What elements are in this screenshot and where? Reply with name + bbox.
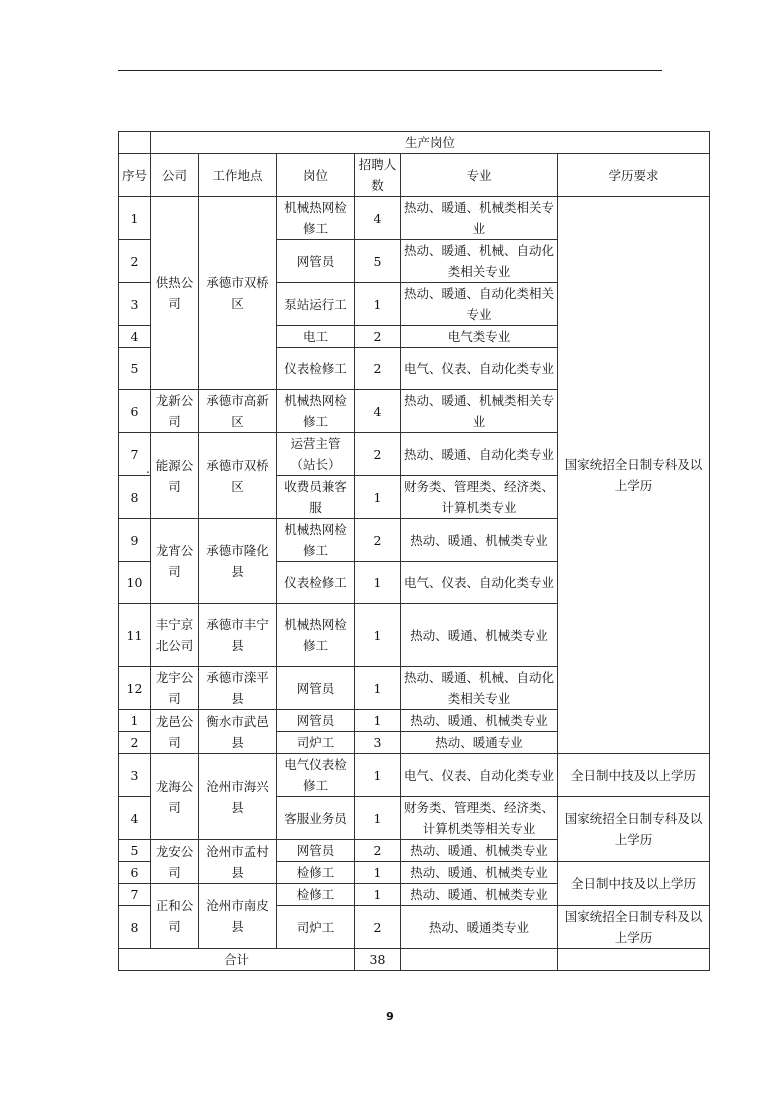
company-cell: 龙宵公司	[151, 519, 199, 604]
count-cell: 2	[355, 326, 401, 348]
seq-cell: 2	[119, 732, 151, 754]
count-cell: 2	[355, 433, 401, 476]
location-cell: 承德市丰宁县	[199, 604, 277, 667]
recruitment-table	[118, 131, 710, 971]
seq-cell: 4	[119, 326, 151, 348]
count-cell: 1	[355, 562, 401, 604]
total-row	[119, 949, 710, 971]
col-header-major: 专业	[401, 154, 558, 197]
empty-cell	[558, 949, 710, 971]
major-cell: 热动、暖通、机械类相关专业	[401, 390, 558, 433]
seq-cell: 6	[119, 390, 151, 433]
position-cell: 机械热网检修工	[277, 519, 355, 562]
seq-cell: 7	[119, 884, 151, 906]
position-cell: 仪表检修工	[277, 348, 355, 390]
seq-cell	[119, 433, 151, 476]
major-cell: 热动、暖通、机械类专业	[401, 519, 558, 562]
col-header-company: 公司	[151, 154, 199, 197]
seq-cell: 1	[119, 197, 151, 240]
major-cell: 热动、暖通、机械类相关专业	[401, 197, 558, 240]
count-cell: 5	[355, 240, 401, 283]
position-cell: 运营主管（站长）	[277, 433, 355, 476]
table-row	[119, 197, 710, 240]
major-cell: 热动、暖通类专业	[401, 906, 558, 949]
seq-cell: 2	[119, 240, 151, 283]
position-cell: 机械热网检修工	[277, 197, 355, 240]
col-header-position: 岗位	[277, 154, 355, 197]
location-cell: 沧州市孟村县	[199, 840, 277, 884]
seq-cell: 9	[119, 519, 151, 562]
position-cell: 机械热网检修工	[277, 390, 355, 433]
location-cell: 承德市隆化县	[199, 519, 277, 604]
education-cell: 全日制中技及以上学历	[558, 862, 710, 906]
major-cell: 热动、暖通、自动化类相关专业	[401, 283, 558, 326]
major-cell: 电气、仪表、自动化类专业	[401, 348, 558, 390]
position-cell: 司炉工	[277, 732, 355, 754]
education-cell: 国家统招全日制专科及以上学历	[558, 906, 710, 949]
column-header-row	[119, 154, 710, 197]
col-header-count: 招聘人数	[355, 154, 401, 197]
major-cell: 热动、暖通、机械类专业	[401, 604, 558, 667]
position-cell: 电气仪表检修工	[277, 754, 355, 797]
count-cell: 2	[355, 348, 401, 390]
position-cell: 检修工	[277, 884, 355, 906]
location-cell: 承德市双桥区	[199, 197, 277, 390]
major-cell: 热动、暖通、机械类专业	[401, 862, 558, 884]
seq-cell: 1	[119, 710, 151, 732]
seq-cell: 5	[119, 840, 151, 862]
major-cell: 热动、暖通、机械类专业	[401, 840, 558, 862]
count-cell: 1	[355, 710, 401, 732]
count-cell: 1	[355, 797, 401, 840]
count-cell: 1	[355, 754, 401, 797]
position-cell: 网管员	[277, 667, 355, 710]
company-cell: 供热公司	[151, 197, 199, 390]
count-cell: 2	[355, 519, 401, 562]
position-cell: 电工	[277, 326, 355, 348]
seq-cell: 4	[119, 797, 151, 840]
seq-cell: 12	[119, 667, 151, 710]
header-rule	[118, 70, 662, 71]
major-cell: 财务类、管理类、经济类、计算机类等相关专业	[401, 797, 558, 840]
position-cell: 网管员	[277, 710, 355, 732]
count-cell: 4	[355, 390, 401, 433]
company-cell: 能源公司	[151, 433, 199, 519]
location-cell: 沧州市南皮县	[199, 884, 277, 949]
major-cell: 热动、暖通、机械、自动化类相关专业	[401, 240, 558, 283]
col-header-education: 学历要求	[558, 154, 710, 197]
major-cell: 热动、暖通专业	[401, 732, 558, 754]
major-cell: 热动、暖通、机械、自动化类相关专业	[401, 667, 558, 710]
seq-cell: 5	[119, 348, 151, 390]
count-cell: 1	[355, 283, 401, 326]
position-cell: 司炉工	[277, 906, 355, 949]
company-cell: 龙新公司	[151, 390, 199, 433]
location-cell: 承德市高新区	[199, 390, 277, 433]
company-cell: 龙海公司	[151, 754, 199, 840]
page-number: 9	[386, 1010, 394, 1023]
seq-cell: 6	[119, 862, 151, 884]
count-cell: 1	[355, 884, 401, 906]
location-cell: 承德市滦平县	[199, 667, 277, 710]
count-cell: 1	[355, 476, 401, 519]
count-cell: 4	[355, 197, 401, 240]
count-cell: 2	[355, 840, 401, 862]
seq-cell: 3	[119, 283, 151, 326]
company-cell: 龙宇公司	[151, 667, 199, 710]
position-cell: 仪表检修工	[277, 562, 355, 604]
table-row	[119, 754, 710, 797]
major-cell: 电气、仪表、自动化类专业	[401, 754, 558, 797]
seq-cell: 3	[119, 754, 151, 797]
empty-cell	[401, 949, 558, 971]
position-cell: 收费员兼客服	[277, 476, 355, 519]
position-cell: 客服业务员	[277, 797, 355, 840]
seq-cell: 11	[119, 604, 151, 667]
position-cell: 泵站运行工	[277, 283, 355, 326]
education-cell: 国家统招全日制专科及以上学历	[558, 197, 710, 754]
major-cell: 财务类、管理类、经济类、计算机类专业	[401, 476, 558, 519]
seq-cell: 8	[119, 906, 151, 949]
count-cell: 1	[355, 862, 401, 884]
seq-cell: 8	[119, 476, 151, 519]
company-cell: 龙安公司	[151, 840, 199, 884]
position-cell: 网管员	[277, 840, 355, 862]
major-cell: 热动、暖通、机械类专业	[401, 884, 558, 906]
seq-cell: 10	[119, 562, 151, 604]
company-cell: 龙邑公司	[151, 710, 199, 754]
col-header-seq: 序号	[119, 154, 151, 197]
stray-mark: .	[146, 461, 150, 476]
location-cell: 承德市双桥区	[199, 433, 277, 519]
location-cell: 衡水市武邑县	[199, 710, 277, 754]
count-cell: 1	[355, 667, 401, 710]
col-header-location: 工作地点	[199, 154, 277, 197]
section-header-row	[119, 132, 710, 154]
education-cell: 全日制中技及以上学历	[558, 754, 710, 797]
education-cell: 国家统招全日制专科及以上学历	[558, 797, 710, 862]
seq-value: 7	[130, 446, 139, 462]
corner-cell	[119, 132, 151, 154]
major-cell: 热动、暖通、自动化类专业	[401, 433, 558, 476]
major-cell: 电气类专业	[401, 326, 558, 348]
company-cell: 丰宁京北公司	[151, 604, 199, 667]
company-cell: 正和公司	[151, 884, 199, 949]
total-label: 合计	[119, 949, 355, 971]
position-cell: 检修工	[277, 862, 355, 884]
count-cell: 3	[355, 732, 401, 754]
major-cell: 电气、仪表、自动化类专业	[401, 562, 558, 604]
count-cell: 2	[355, 906, 401, 949]
count-cell: 1	[355, 604, 401, 667]
location-cell: 沧州市海兴县	[199, 754, 277, 840]
major-cell: 热动、暖通、机械类专业	[401, 710, 558, 732]
total-count: 38	[355, 949, 401, 971]
section-title: 生产岗位	[151, 132, 710, 154]
position-cell: 机械热网检修工	[277, 604, 355, 667]
position-cell: 网管员	[277, 240, 355, 283]
